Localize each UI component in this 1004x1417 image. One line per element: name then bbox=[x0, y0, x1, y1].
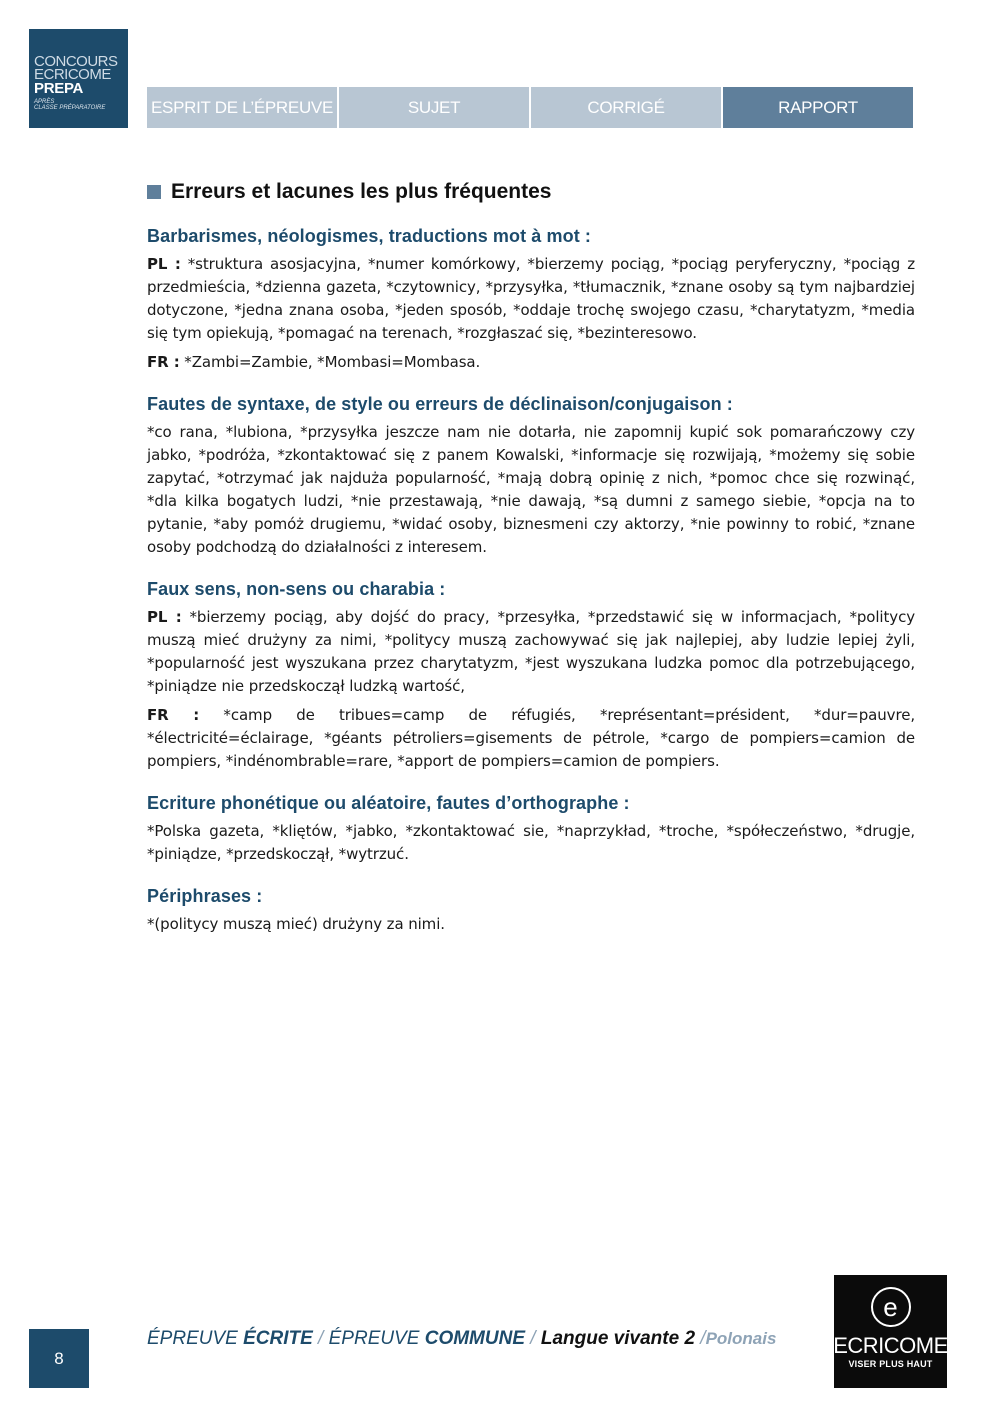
logo-name: ECRICOME bbox=[833, 1333, 948, 1358]
block-periphrases bbox=[147, 886, 915, 936]
paragraph-label: PL : bbox=[147, 608, 182, 626]
logo-line-classe: CLASSE PRÉPARATOIRE bbox=[34, 105, 106, 111]
logo-line-ecricome: ECRICOME bbox=[34, 66, 111, 83]
paragraph-text: *co rana, *lubiona, *przysyłka jeszcze nam nie dotarła, nie zapomnij kupić sok pomarańczowy czy jabko, *podróża, *zkontaktować się z panem Kowalski, *informacje się rozwijają, *możemy się sobie zapytać, *otrzymać jak najduża popularność, *mają dobrą opinię z nich, *pomoc chce się rozwinąć, *dla kilka bogatych ludzi, *nie przestawają, *nie dawają, *są dumni z samego siebie, *opcja na to pytanie, *aby pomóż drugiemu, *widać osoby, biznesmeni czy aktorzy, *nie powinny to robić, *znane osoby podchodzą do działalności z interesem. bbox=[147, 423, 915, 556]
tab-esprit[interactable]: ESPRIT DE L’ÉPREUVE bbox=[147, 87, 337, 128]
paragraph-pl bbox=[147, 606, 915, 698]
footer-polonais: Polonais bbox=[705, 1329, 777, 1348]
footer-ecrite: ÉCRITE bbox=[243, 1328, 313, 1349]
paragraph-text: *camp de tribues=camp de réfugiés, *représentant=président, *dur=pauvre, *électricité=éclairage, *géants pétroliers=gisements de pétrole, *cargo de pompiers=camion de pompiers, *indénombrable=rare, *apport de pompiers=camion de pompiers. bbox=[147, 706, 915, 770]
block-syntaxe bbox=[147, 394, 915, 559]
block-heading: Ecriture phonétique ou aléatoire, fautes d’orthographe : bbox=[147, 793, 630, 813]
logo-line-concours: CONCOURS bbox=[34, 53, 118, 70]
footer-epreuve-1: ÉPREUVE bbox=[147, 1328, 244, 1349]
section-title-text: Erreurs et lacunes les plus fréquentes bbox=[171, 180, 552, 203]
square-bullet-icon bbox=[147, 185, 161, 199]
paragraph-fr bbox=[147, 351, 915, 374]
footer-separator: / bbox=[312, 1328, 329, 1349]
footer-commune: COMMUNE bbox=[424, 1328, 525, 1349]
paragraph-text: *struktura asosjacyjna, *numer komórkowy, *bierzemy pociąg, *pociąg peryferyczny, *pociąg z przedmieścia, *dzienna gazeta, *czytownicy, *przysyłka, *tłumacznik, *znane osoby są tym najbardziej dotyczone, *jedna znana osoba, *jeden sposób, *oddaje trochę swojego czasu, *charytatyzm, *media się tym opiekują, *pomagać na terenach, *rozgłaszać się, *bezinteresowo. bbox=[147, 255, 915, 342]
page-number: 8 bbox=[29, 1329, 89, 1388]
paragraph bbox=[147, 421, 915, 559]
section-tabs bbox=[147, 87, 913, 128]
tab-corrige[interactable]: CORRIGÉ bbox=[531, 87, 721, 128]
block-heading: Périphrases : bbox=[147, 886, 263, 906]
tab-sujet[interactable]: SUJET bbox=[339, 87, 529, 128]
block-heading: Faux sens, non-sens ou charabia : bbox=[147, 579, 446, 599]
section-title bbox=[147, 180, 915, 204]
block-heading: Fautes de syntaxe, de style ou erreurs de déclinaison/conjugaison : bbox=[147, 394, 733, 414]
paragraph-label: PL : bbox=[147, 255, 181, 273]
footer-separator: / bbox=[525, 1328, 541, 1349]
paragraph-text: *(politycy muszą mieć) drużyny za nimi. bbox=[147, 915, 445, 933]
paragraph-text: *bierzemy pociąg, aby dojść do pracy, *przesyłka, *przedstawić się w informacjach, *politycy muszą mieć drużyny za nimi, *politycy muszą zachowywać się jak najlepiej, aby ludzie lepiej żyli, *popularność jest wyszukana przez charytatyzm, *jest wyszukana ludzka pomoc dla potrzebującego, *piniądze nie przedskoczął ludzką wartość, bbox=[147, 608, 915, 695]
footer-separator: / bbox=[695, 1328, 706, 1349]
paragraph-text: *Zambi=Zambie, *Mombasi=Mombasa. bbox=[179, 353, 481, 371]
paragraph-label: FR : bbox=[147, 353, 180, 371]
e-logo-icon: e bbox=[871, 1287, 911, 1327]
block-barbarismes bbox=[147, 226, 915, 374]
tab-rapport[interactable]: RAPPORT bbox=[723, 87, 913, 128]
footer-langue: Langue vivante 2 bbox=[540, 1328, 696, 1349]
footer-breadcrumb bbox=[147, 1328, 776, 1350]
block-heading: Barbarismes, néologismes, traductions mot à mot : bbox=[147, 226, 592, 246]
concours-logo bbox=[29, 29, 128, 128]
paragraph bbox=[147, 913, 915, 936]
block-faux-sens bbox=[147, 579, 915, 773]
paragraph-text: *Polska gazeta, *kliętów, *jabko, *zkontaktować sie, *naprzykład, *troche, *spółeczeństwo, *drugje, *piniądze, *przedskoczął, *wytrzuć. bbox=[147, 822, 915, 863]
logo-line-prepa: PREPA bbox=[34, 80, 84, 97]
logo-tagline: VISER PLUS HAUT bbox=[848, 1359, 933, 1369]
block-ecriture bbox=[147, 793, 915, 866]
report-content bbox=[147, 180, 915, 956]
paragraph bbox=[147, 820, 915, 866]
logo-line-apres: APRÈS bbox=[34, 99, 55, 105]
paragraph-fr bbox=[147, 704, 915, 773]
ecricome-logo bbox=[834, 1275, 947, 1388]
paragraph-pl bbox=[147, 253, 915, 345]
paragraph-label: FR : bbox=[147, 706, 200, 724]
footer-epreuve-2: ÉPREUVE bbox=[328, 1328, 425, 1349]
